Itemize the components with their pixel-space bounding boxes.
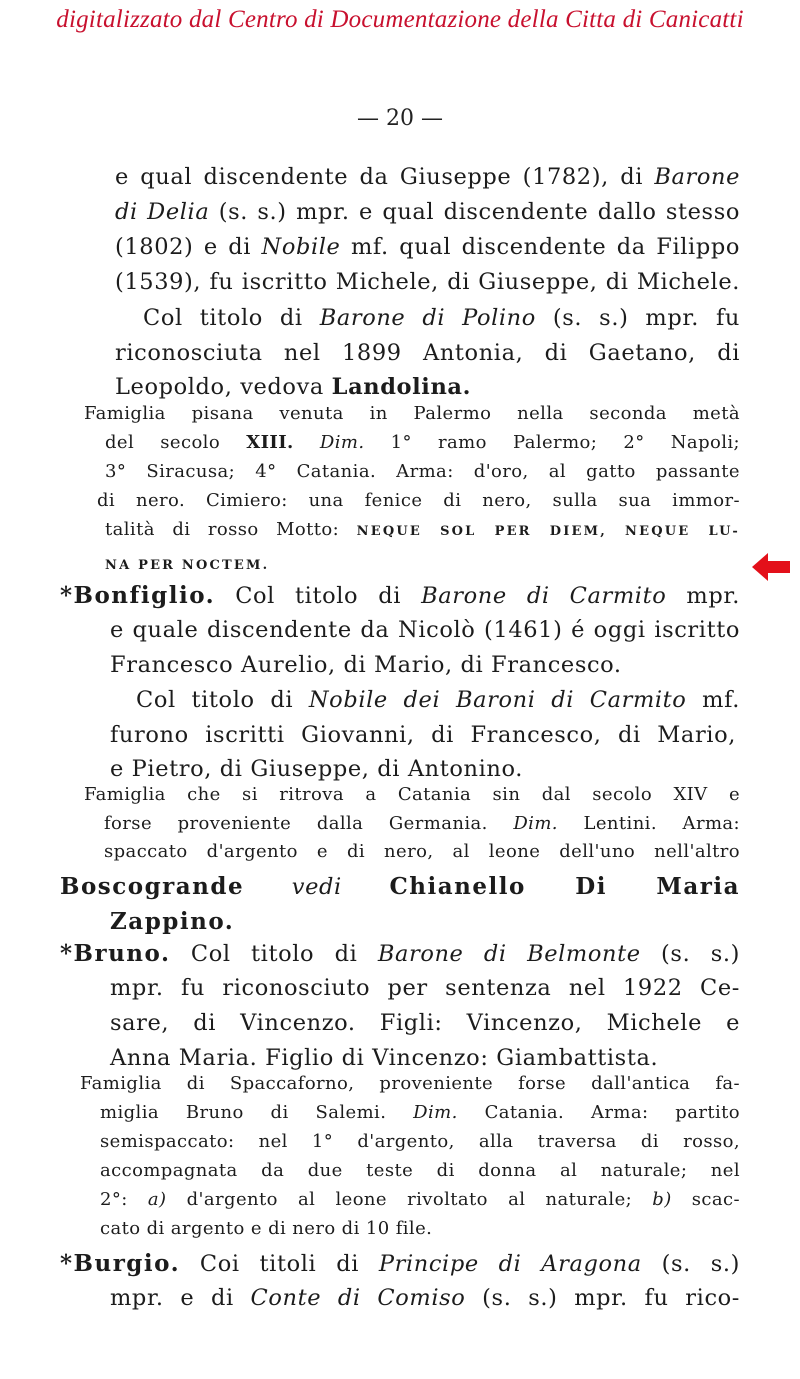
text-span: mf. qual discendente da Filippo [340,234,741,260]
text-span: mpr. e di [110,1285,251,1311]
text-line [105,432,740,453]
text-span: (s. s.) mpr. fu [535,305,741,331]
text-line [84,784,740,805]
text-line [60,940,740,967]
text-span: Nobile dei Baroni di Carmito [308,687,687,713]
text-line [80,1073,740,1094]
text-span: a) [147,1189,167,1210]
text-span: Col titolo di [215,583,422,609]
text-line [136,687,740,713]
text-line [115,269,740,295]
watermark: digitalizzato dal Centro di Documentazione della Citta di Canicatti [56,6,744,33]
text-span: del secolo [105,432,247,453]
text-line [110,722,736,748]
text-span: Francesco Aurelio, di Mario, di Francesco. [110,652,622,678]
text-span: Dim. [413,1102,458,1123]
text-line [100,1160,740,1181]
text-span: Nobile [261,234,341,260]
text-span: (1539), fu iscritto Michele, di Giuseppe, di Michele. [115,269,740,295]
text-span: sare, di Vincenzo. Figli: Vincenzo, Michele e [110,1010,740,1036]
text-span: (s. s.) [641,1251,740,1277]
entry-heading: Zappino. [110,908,235,935]
text-span: d'argento al leone rivoltato al naturale; [166,1189,653,1210]
text-line [115,199,740,225]
entry-heading: *Bonfiglio. [60,582,216,609]
text-span [294,432,320,453]
text-span: 1° ramo Palermo; 2° Napoli; [364,432,741,453]
text-line [97,490,740,511]
entry-heading: *Burgio. [60,1250,181,1277]
text-span: mpr. fu riconosciuto per sentenza nel 1922 Ce- [110,975,740,1001]
text-span: e Pietro, di Giuseppe, di Antonino. [110,756,524,782]
text-span [244,874,292,900]
text-line [105,461,740,482]
text-line [100,1131,740,1152]
text-span: Col titolo di [170,941,378,967]
text-line [110,1285,740,1311]
text-line [143,305,740,331]
entry-heading: *Bruno. [60,940,171,967]
text-span: e quale discendente da Nicolò (1461) é oggi iscritto [110,617,740,643]
text-span: (1802) e di [115,234,262,260]
text-line [104,813,740,834]
text-line [110,652,622,678]
text-span: 3° Siracusa; 4° Catania. Arma: d'oro, al gatto passante [105,461,740,482]
text-span: spaccato d'argento e di nero, al leone dell'uno nell'altro [104,841,740,862]
text-line [115,340,740,366]
arrow-left-icon [752,553,792,581]
text-span: talità di rosso Motto: [105,519,357,540]
text-span: accompagnata da due teste di donna al naturale; nel [100,1160,740,1181]
text-span: Barone [654,164,740,190]
text-span: Landolina. [331,374,472,400]
text-span: Dim. [319,432,365,453]
motto-text: NA PER NOCTEM. [105,558,270,573]
text-span: e qual discendente da Giuseppe (1782), di [115,164,655,190]
text-span: Barone di Polino [319,305,536,331]
text-line [104,841,740,862]
text-span: miglia Bruno di Salemi. [100,1102,414,1123]
text-line [60,582,740,609]
text-span: Principe di Aragona [378,1251,642,1277]
text-line [115,374,471,400]
text-span: Col titolo di [136,687,309,713]
text-line [115,234,740,260]
text-span: vedi [291,874,342,900]
text-span: Conte di Comiso [250,1285,466,1311]
text-span: Anna Maria. Figlio di Vincenzo: Giambattista. [110,1045,659,1071]
text-span: riconosciuta nel 1899 Antonia, di Gaetano, di [115,340,740,366]
entry-heading: Chianello Di Maria [389,873,740,900]
text-line [84,403,740,424]
text-span: 2°: [100,1189,148,1210]
text-span: Famiglia che si ritrova a Catania sin dal secolo XIV e [84,784,740,805]
motto-text: NEQUE SOL PER DIEM, NEQUE LU- [356,524,741,539]
text-line [110,1045,658,1071]
text-span: Dim. [513,813,558,834]
text-line [115,164,740,190]
text-span: scac- [671,1189,741,1210]
text-span: (s. s.) [640,941,741,967]
text-span: forse proveniente dalla Germania. [104,813,514,834]
page-number: — 20 — [357,106,443,131]
text-span: mf. [686,687,740,713]
text-span: XIII. [246,432,294,453]
text-span: Catania. Arma: partito [457,1102,740,1123]
text-line [60,1250,740,1277]
text-span: mpr. [666,583,741,609]
text-span [342,874,390,900]
text-span: Barone di Belmonte [377,941,641,967]
text-line [110,617,740,643]
text-line [110,908,234,935]
text-span: Col titolo di [143,305,320,331]
text-span: Barone di Carmito [421,583,667,609]
entry-heading: Boscogrande [60,873,245,900]
text-span: di nero. Cimiero: una fenice di nero, sulla sua immor- [97,490,740,511]
text-line [100,1189,740,1210]
text-span: Coi titoli di [180,1251,379,1277]
text-span: (s. s.) mpr. e qual discendente dallo stesso [209,199,740,225]
text-span: Famiglia di Spaccaforno, proveniente forse dall'antica fa- [80,1073,740,1094]
text-span: Famiglia pisana venuta in Palermo nella seconda metà [84,403,740,424]
text-span: Leopoldo, vedova [115,374,332,400]
text-span: di Delia [115,199,210,225]
text-span: semispaccato: nel 1° d'argento, alla traversa di rosso, [100,1131,740,1152]
text-line [110,756,523,782]
text-line [110,975,740,1001]
text-span: Lentini. Arma: [557,813,741,834]
text-span: cato di argento e di nero di 10 file. [100,1218,433,1239]
text-span: b) [652,1189,672,1210]
text-line [105,553,269,574]
text-span: furono iscritti Giovanni, di Francesco, di Mario, [110,722,736,748]
text-span: (s. s.) mpr. fu rico- [465,1285,740,1311]
text-line [110,1010,740,1036]
text-line [100,1218,432,1239]
text-line [60,873,740,900]
text-line [100,1102,740,1123]
text-line [105,519,740,540]
